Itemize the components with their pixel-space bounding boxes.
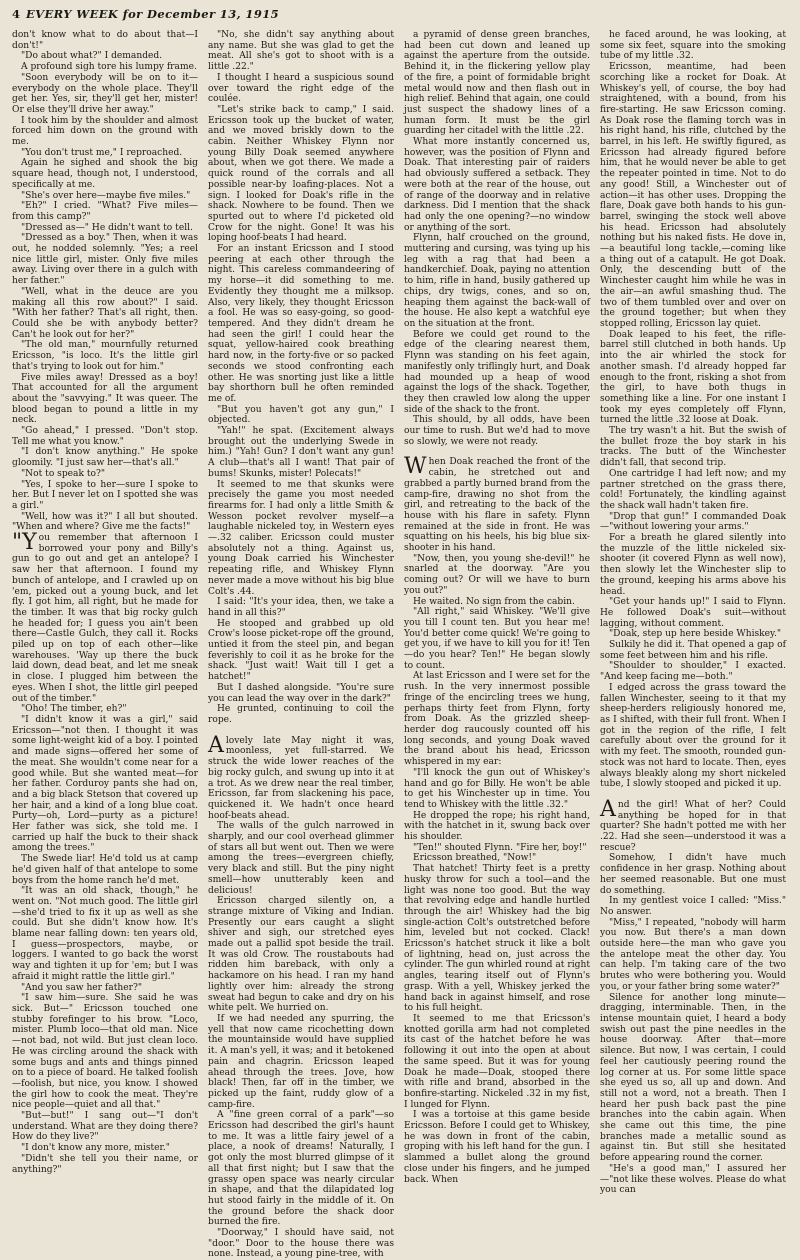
body-paragraph: "Shoulder to shoulder," I exacted. "And keep facing me—both.": [600, 661, 786, 683]
body-paragraph: At last Ericsson and I were set for the rush. In the very innermost possible fringe of the encircling trees we hung, perhaps thirty feet from Flynn, forty from Doak. As the grizzled sheep-herder dog raucously counted off his long seconds, and young Doak waved the brand about his head, Ericsson whispered in my ear:: [404, 671, 590, 768]
body-paragraph: "Eh?" I cried. "What? Five miles—from this camp?": [12, 201, 198, 222]
body-paragraph: "Dressed as—" He didn't want to tell.: [21, 222, 193, 233]
section-opening-paragraph: A lovely late May night it was, moonless, yet full-starred. We struck the wide lower reaches of the big rocky gulch, and swung up into it at a trot. As we drew near the real timber, Ericsson, far from slackening his pace, quickened it. We hadn't once heard hoof-beats ahead.: [208, 732, 394, 821]
body-paragraph: "Not to speak to?": [21, 468, 106, 479]
body-paragraph: "Get your hands up!" I said to Flynn. He followed Doak's suit—without lagging, without comment.: [600, 597, 786, 629]
body-paragraph: Five miles away! Dressed as a boy! That accounted for all the argument about the "savvying." It was queer. The blood began to pound a little in my neck.: [12, 372, 198, 426]
body-paragraph: For a breath he glared silently into the muzzle of the little nickeled six-shooter (it covered Flynn as well now), then slowly let the Winchester slip to the ground, keeping his arms above his head.: [600, 533, 786, 597]
body-paragraph: "No, she didn't say anything about any name. But she was glad to get the meat. All she's got to shoot with is a little .22.": [208, 30, 394, 73]
page-number: 4: [12, 7, 21, 21]
body-paragraph: "Oho! The timber, eh?": [21, 704, 127, 715]
publication-title: EVERY WEEK for December 13, 1915: [26, 7, 280, 21]
body-paragraph: The walls of the gulch narrowed in sharply, and our cool overhead glimmer of stars all but went out. Then we were among the trees—evergreen chiefly, very black and still. But the piny night smell—how unutterably keen and delicious!: [208, 821, 394, 896]
body-paragraph: "Doak, step up here beside Whiskey.": [609, 629, 782, 640]
body-paragraph: "All right," said Whiskey. "We'll give you till I count ten. But you hear me! You'd better come quick! We're going to get you, if we have to kill you for it! Ten—do you hear? Ten!" He began slowly to count.: [404, 607, 590, 671]
body-paragraph: "Now, then, you young she-devil!" he snarled at the doorway. "Are you coming out? Or will we have to burn you out?": [404, 553, 590, 596]
column-3: [404, 30, 590, 1185]
body-paragraph: Silence for another long minute—dragging, interminable. Then, in the intense mountain quiet, I heard a body swish out past the pine needles in the house doorway. After that—more silence. But now, I was certain, I could feel her cautiously peering round the log corner at us. For some little space she eyed us so, all up and down. And still not a word, not a breath. Then I heard her push back past the pine branches into the cabin again. When she came out this time, the pine branches made a metallic sound as against tin. But still she hesitated before appearing round the corner.: [600, 992, 786, 1164]
body-paragraph: "Go ahead," I pressed. "Don't stop. Tell me what you know.": [12, 426, 198, 447]
body-paragraph: Doak leaped to his feet, the rifle-barrel still clutched in both hands. Up into the air whirled the stock for another smash. I'd already hopped far enough to the front, risking a shot from the girl, to have both thugs in something like a line. For one instant I took my eyes completely off Flynn, turned the little .32 loose at Doak.: [600, 329, 786, 426]
body-paragraph: Sulkily he did it. That opened a gap of some feet between him and his rifle.: [600, 640, 786, 661]
body-paragraph: Ericsson breathed, "Now!": [413, 853, 537, 864]
body-paragraph: "Well, how was it?" I all but shouted. "When and where? Give me the facts!": [12, 511, 198, 533]
body-paragraph: He grunted, continuing to coil the rope.: [208, 704, 394, 725]
body-paragraph: I thought I heard a suspicious sound over toward the right edge of the coulée.: [208, 72, 394, 105]
body-paragraph: "You don't trust me," I reproached.: [21, 147, 183, 158]
body-paragraph: a pyramid of dense green branches, had been cut down and leaned up against the aperture from the outside. Behind it, in the flickering yellow play of the fire, a point of formidable bright metal would now and then flash out in high relief. Behind that again, one could just suspect the shadowy lines of a human form. It must be the girl guarding her citadel with the little .22.: [404, 30, 590, 137]
drop-cap: A: [600, 796, 616, 822]
body-paragraph: "I didn't know it was a girl," said Ericsson—"not then. I thought it was some light-weight kid of a boy. I pointed and made signs—offered her some of the meat. She wouldn't come near for a good while. But she wanted meat—for her father. Corduroy pants she had on, and a big black Stetson that covered up her hair, and a kind of a long blue coat. Purty—oh, Lord—purty as a picture! Her father was sick, she told me. I carried up half the buck to their shack among the trees.": [12, 715, 198, 854]
drop-cap: W: [404, 454, 427, 480]
text-columns: [12, 30, 786, 1260]
body-paragraph: The Swede liar! He'd told us at camp he'd given half of that antelope to some boys from the home ranch he'd met.: [12, 854, 198, 886]
body-paragraph: "Miss," I repeated, "nobody will harm you now. But there's a man down outside here—the man who gave you the antelope meat the other day. You can help. I'm taking care of the two brutes who were bothering you. Would you, or your father bring some water?": [600, 917, 786, 992]
body-paragraph: If we had needed any spurring, the yell that now came ricochetting down the mountainside would have supplied it. A man's yell, it was; and it betokened pain and chagrin. Ericsson leaped ahead through the trees. Jove, how black! Then, far off in the timber, we picked up the faint, ruddy glow of a camp-fire.: [208, 1013, 394, 1110]
section-opening-paragraph: And the girl! What of her? Could anything be hoped for in that quarter? She hadn't potted me with her .22. Had she seen—understood it was a rescue?: [600, 796, 786, 853]
body-paragraph: "Didn't she tell you their name, or anything?": [12, 1153, 198, 1175]
body-paragraph: don't know what to do about that—I don't!": [12, 30, 198, 51]
body-paragraph: he faced around, he was looking, at some six feet, square into the smoking tube of my little .32.: [600, 30, 786, 62]
body-paragraph: I took him by the shoulder and almost forced him down on the ground with me.: [12, 115, 198, 148]
body-paragraph: He dropped the rope; his right hand, with the hatchet in it, swung back over his shoulder.: [404, 810, 590, 843]
body-paragraph: "Let's strike back to camp," I said. Ericsson took up the bucket of water, and we moved briskly down to the cabin. Neither Whiskey Flynn nor young Billy Doak seemed anywhere about, when we got there. We made a quick round of the corrals and all possible near-by loafing-places. Not a sign. I looked for Doak's rifle in the shack. Nowhere to be found. Then we spurted out to where I'd picketed old Crow for the night. Gone! It was his loping hoof-beats I had heard.: [208, 104, 394, 244]
body-paragraph: He stooped and grabbed up old Crow's loose picket-rope off the ground, untied it from the steel pin, and began feverishly to coil it as he broke for the shack. "Just wait! Wait till I get a hatchet!": [208, 618, 394, 683]
body-paragraph: "She's over here—maybe five miles.": [21, 190, 191, 201]
body-paragraph: Somehow, I didn't have much confidence in her grasp. Nothing about her seemed reasonable. But one must do something.: [600, 853, 786, 896]
body-paragraph: But I dashed alongside. "You're sure you can lead the way over in the dark?": [208, 682, 394, 704]
body-paragraph: One cartridge I had left now; and my partner stretched on the grass there, cold! Fortunately, the kindling against the shack wall hadn't taken fire.: [600, 468, 786, 511]
body-paragraph: He waited. No sign from the cabin.: [413, 596, 575, 607]
body-paragraph: This should, by all odds, have been our time to rush. But we'd had to move so slowly, we were not ready.: [404, 415, 590, 447]
column-4: [600, 30, 786, 1196]
section-opening-paragraph: "You remember that afternoon I borrowed your pony and Billy's gun to go out and get an antelope? I saw her that afternoon. I found my bunch of antelope, and I crawled up on 'em, picked out a young buck, and let fly. I got him, all right, but he made for the timber. It was that big rocky gulch he headed for; I guess you ain't been there—Castle Gulch, they call it. Rocks piled up on top of each other—like warehouses. 'Way up there the buck laid down, dead beat, and let me sneak in close. I plugged him between the eyes. When I shot, the little girl peeped out of the timber.": [12, 530, 198, 704]
body-paragraph: Flynn, half crouched on the ground, muttering and cursing, was tying up his leg with a rag that had been a handkerchief. Doak, paying no attention to him, rifle in hand, busily gathered up chips, dry twigs, cones, and so on, heaping them against the back-wall of the house. He also kept a watchful eye on the situation at the front.: [404, 233, 590, 329]
body-paragraph: "Do about what?" I demanded.: [21, 51, 163, 62]
body-paragraph: A profound sigh tore his lumpy frame.: [21, 62, 197, 73]
body-paragraph: Again he sighed and shook the big square head, though not, I understood, specifically at me.: [12, 158, 198, 190]
body-paragraph: "The old man," mournfully returned Ericsson, "is loco. It's the little girl that's trying to look out for him.": [12, 340, 198, 372]
body-paragraph: "Drop that gun!" I commanded Doak—"without lowering your arms.": [600, 511, 786, 533]
body-paragraph: It seemed to me that skunks were precisely the game you most needed firearms for. I had only a little Smith & Wesson pocket revolver myself—a laughable nickeled toy, in Western eyes—.32 caliber. Ericsson could muster absolutely not a thing. Against us, young Doak carried his Winchester repeating rifle, and Whiskey Flynn never made a move without his big blue Colt's .44.: [208, 479, 394, 597]
body-paragraph: Ericsson, meantime, had been scorching like a rocket for Doak. At Whiskey's yell, of course, the boy had straightened, with a bound, from his fire-starting. He saw Ericsson coming. As Doak rose the flaming torch was in his right hand, his rifle, clutched by the barrel, in his left. He swiftly figured, as Ericsson had already figured before him, that he would never be able to get the repeater pointed in time. Not to do any good! Still, a Winchester out of action—it has other uses. Dropping the flare, Doak gave both hands to his gun-barrel, swinging the stock well above his head. Ericsson had absolutely nothing but his naked fists. He dove in,—a beautiful long tackle,—coming like a thing out of a catapult. He got Doak. Only, the descending butt of the Winchester caught him while he was in the air—an awful smashing thud. The two of them tumbled over and over on the ground together; but when they stopped rolling, Ericsson lay quiet.: [600, 62, 786, 329]
body-paragraph: I edged across the grass toward the fallen Winchester, seeing to it that my sheep-herders religiously honored me, as I shifted, with their full front. When I got in the region of the rifle, I felt carefully about over the ground for it with my feet. The smooth, rounded gun-stock was not hard to locate. Then, eyes always bleakly along my short nickeled tube, I slowly stooped and picked it up.: [600, 682, 786, 790]
body-paragraph: In my gentlest voice I called: "Miss." No answer.: [600, 896, 786, 917]
body-paragraph: "I saw him—sure. She said he was sick. But—" Ericsson touched one stubby forefinger to his brow. "Loco, mister. Plumb loco—that old man. Nice—not bad, not wild. But just clean loco. He was circling around the shack with some bugs and ants and things pinned on to a piece of board. He talked foolish—foolish, but nice, you know. I showed the girl how to cook the meat. They're nice people—quiet and all that.": [12, 993, 198, 1111]
body-paragraph: "Doorway," I should have said, not "door." Door to the house there was none. Instead, a young pine-tree, with: [208, 1228, 394, 1260]
body-paragraph: "But you haven't got any gun," I objected.: [208, 404, 394, 426]
body-paragraph: For an instant Ericsson and I stood peering at each other through the night. This careless commandeering of my horse—it did something to me. Evidently they thought me a milksop. Also, very likely, they thought Ericsson a fool. He was so easy-going, so good-tempered. And they didn't dream he had seen the girl! I could hear the squat, yellow-haired cook breathing hard now, in the forty-five or so packed seconds we stood confronting each other. He was snorting just like a little bay shorthorn bull he often reminded me of.: [208, 244, 394, 404]
body-paragraph: "Yah!" he spat. (Excitement always brought out the underlying Swede in him.) "Yah! Gun? I don't want any gun! A club—that's all I want! That pair of bums! Skunks, mister! Polecats!": [208, 426, 394, 479]
running-head: [12, 4, 786, 24]
body-paragraph: "But—but!" I sang out—"I don't understand. What are they doing there? How do they live?": [12, 1111, 198, 1143]
column-2: [208, 30, 394, 1260]
body-paragraph: Ericsson charged silently on, a strange mixture of Viking and Indian. Presently our ears caught a slight shiver and sigh, our stretched eyes made out a pallid spot beside the trail. It was old Crow. The roustabouts had ridden him bareback, with only a hackamore on his head. I ran my hand lightly over him: already the strong sweat had begun to cake and dry on his white pelt. We hurried on.: [208, 896, 394, 1014]
body-paragraph: Before we could get round to the edge of the clearing nearest them, Flynn was standing on his feet again, manifestly only triflingly hurt, and Doak had mounded up a heap of wood against the logs of the shack. Together, they then crawled low along the upper side of the shack to the front.: [404, 329, 590, 415]
body-paragraph: "I'll knock the gun out of Whiskey's hand and go for Billy. He won't be able to get his Winchester up in time. You tend to Whiskey with the little .32.": [404, 767, 590, 810]
body-paragraph: "Yes, I spoke to her—sure I spoke to her. But I never let on I spotted she was a girl.": [12, 479, 198, 511]
body-paragraph: The try wasn't a hit. But the swish of the bullet froze the boy stark in his tracks. The butt of the Winchester didn't fall, that second trip.: [600, 426, 786, 469]
body-paragraph: "Soon everybody will be on to it—everybody on the whole place. They'll get her. Yes, sir, they'll get her, mister! Or else they'll drive her away.": [12, 72, 198, 115]
body-paragraph: I was a tortoise at this game beside Ericsson. Before I could get to Whiskey, he was down in front of the cabin, groping with his left hand for the gun. I slammed a bullet along the ground close under his fingers, and he jumped back. When: [404, 1110, 590, 1185]
body-paragraph: "I don't know any more, mister.": [21, 1143, 170, 1154]
body-paragraph: "It was an old shack, though," he went on. "Not much good. The little girl—she'd tried to fix it up as well as she could. But she didn't know how. It's blame near falling down: ten years old, I guess—prospectors, maybe, or loggers. I wanted to go back the worst way and tighten it up for 'em; but I was afraid it might rattle the little girl.": [12, 886, 198, 982]
body-paragraph: "Dressed as a boy." Then, when it was out, he nodded solemnly. "Yes; a reel nice little girl, mister. Only five miles away. Living over there in a gulch with her father.": [12, 233, 198, 287]
body-paragraph: "Ten!" shouted Flynn. "Fire her, boy!": [413, 842, 587, 853]
body-paragraph: I said: "It's your idea, then, we take a hand in all this?": [208, 597, 394, 618]
body-paragraph: "Well, what in the deuce are you making all this row about?" I said. "With her father? That's all right, then. Could she be with anybody better? Can't he look out for her?": [12, 286, 198, 340]
body-paragraph: "And you saw her father?": [21, 982, 143, 993]
body-paragraph: That hatchet! Thirty feet is a pretty husky throw for such a tool—and the light was none too good. But the way that revolving edge and handle hurtled through the air! Whiskey had the big single-action Colt's outstretched before him, leveled but not cocked. Clack! Ericsson's hatchet struck it like a bolt of lightning, head on, just across the cylinder. The gun whirled round at right angles, tearing itself out of Flynn's grasp. With a yell, Whiskey jerked the hand back in against himself, and rose to his full height.: [404, 864, 590, 1014]
body-paragraph: A "fine green corral of a park"—so Ericsson had described the girl's haunt to me. It was a little fairy jewel of a place, a nook of dreams! Naturally, I got only the most blurred glimpse of it all that first night; but I saw that the grassy open space was nearly circular in shape, and that the dilapidated log hut stood fairly in the middle of it. On the ground before the shack door burned the fire.: [208, 1110, 394, 1228]
drop-cap: A: [208, 732, 224, 758]
body-paragraph: It seemed to me that Ericsson's knotted gorilla arm had not completed its cast of the hatchet before he was following it out into the open at about the same speed. But it was for young Doak he made—Doak, stooped there with rifle and brand, absorbed in the bonfire-starting. Nickeled .32 in my fist, I lunged for Flynn.: [404, 1013, 590, 1110]
drop-cap: "Y: [12, 530, 37, 556]
column-1: [12, 30, 198, 1175]
body-paragraph: "He's a good man," I assured her—"not like these wolves. Please do what you can: [600, 1163, 786, 1196]
section-opening-paragraph: When Doak reached the front of the cabin, he stretched out and grabbed a partly burned brand from the camp-fire, drawing no shot from the girl, and retreating to the back of the house with his flare in safety. Flynn remained at the side in front. He was squatting on his heels, his big blue six-shooter in his hand.: [404, 454, 590, 554]
body-paragraph: What more instantly concerned us, however, was the position of Flynn and Doak. That interesting pair of raiders had obviously suffered a setback. They were both at the rear of the house, out of range of the doorway and in relative darkness. Did I mention that the shack had only the one opening?—no window or anything of the sort.: [404, 137, 590, 233]
body-paragraph: "I don't know anything." He spoke gloomily. "I just saw her—that's all.": [12, 447, 198, 469]
